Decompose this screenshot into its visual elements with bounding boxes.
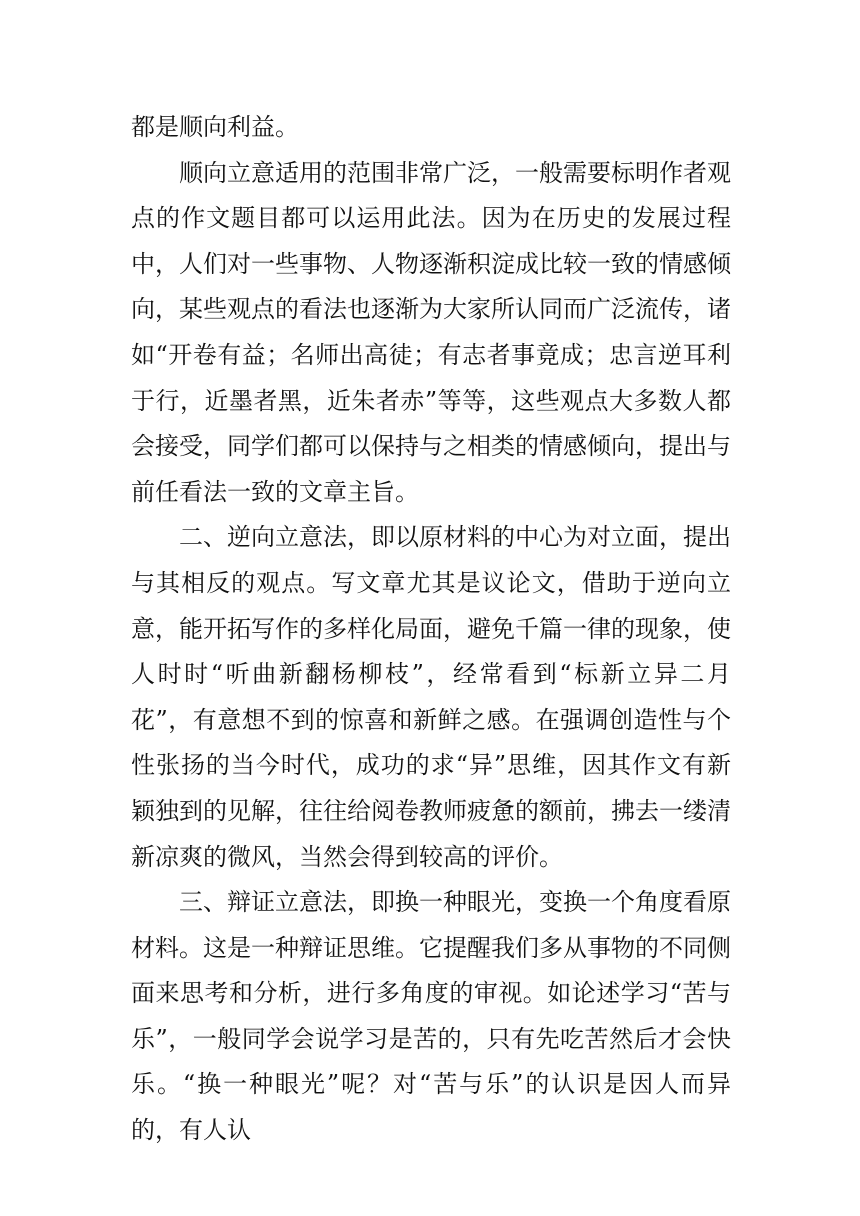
body-text [131,105,731,1154]
paragraph-forward-intent: 顺向立意适用的范围非常广泛，一般需要标明作者观点的作文题目都可以运用此法。因为在历史的发展过程中，人们对一些事物、人物逐渐积淀成比较一致的情感倾向，某些观点的看法也逐渐为大家所认同而广泛流传，诸如“开卷有益；名师出高徒；有志者事竟成；忠言逆耳利于行，近墨者黑，近朱者赤”等等，这些观点大多数人都会接受，同学们都可以保持与之相类的情感倾向，提出与前任看法一致的文章主旨。 [131,158,731,506]
paragraph-continuation: 都是顺向利益。 [131,113,299,141]
paragraph-dialectical-intent: 三、辩证立意法，即换一种眼光，变换一个角度看原材料。这是一种辩证思维。它提醒我们多从事物的不同侧面来思考和分析，进行多角度的审视。如论述学习“苦与乐”，一般同学会说学习是苦的，只有先吃苦然后才会快乐。“换一种眼光”呢？对“苦与乐”的认识是因人而异的，有人认 [131,888,731,1145]
paragraph-reverse-intent: 二、逆向立意法，即以原材料的中心为对立面，提出与其相反的观点。写文章尤其是议论文，借助于逆向立意，能开拓写作的多样化局面，避免千篇一律的现象，使人时时“听曲新翻杨柳枝”，经常看到“标新立异二月花”，有意想不到的惊喜和新鲜之感。在强调创造性与个性张扬的当今时代，成功的求“异”思维，因其作文有新颖独到的见解，往往给阅卷教师疲惫的额前，拂去一缕清新凉爽的微风，当然会得到较高的评价。 [131,523,731,871]
